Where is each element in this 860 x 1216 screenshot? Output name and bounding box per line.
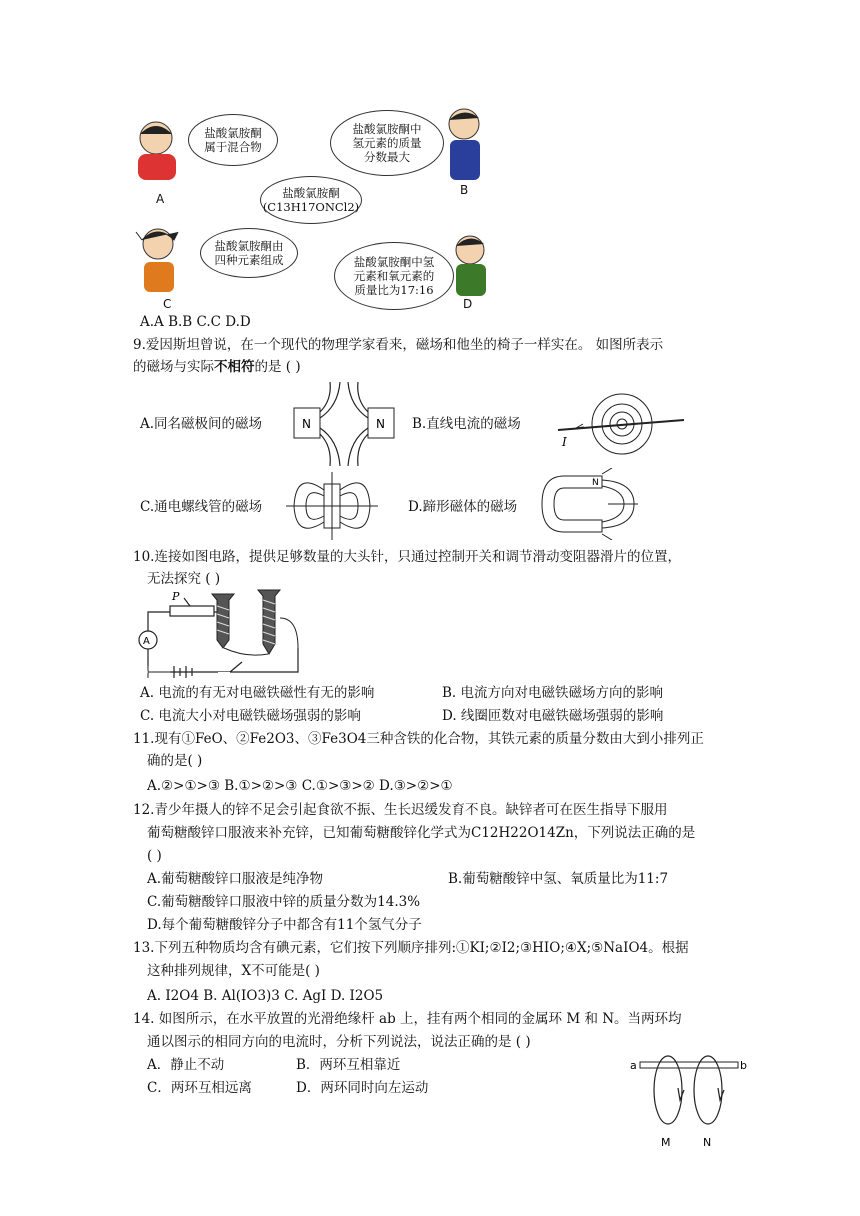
q9-option-d: D.蹄形磁体的磁场: [408, 499, 518, 515]
svg-text:N: N: [376, 417, 385, 431]
q14-stem-line1: 14. 如图所示，在水平放置的光滑绝缘杆 ab 上，挂有两个相同的金属环 M 和 N。当两环均: [133, 1011, 682, 1027]
label-a: A: [156, 192, 165, 206]
q14-option-d: D．两环同时向左运动: [296, 1080, 429, 1096]
q10-option-a: A. 电流的有无对电磁铁磁性有无的影响: [140, 685, 375, 701]
svg-text:a: a: [630, 1059, 637, 1072]
q11-stem-line2: 确的是( ): [147, 753, 203, 769]
label-d: D: [463, 297, 473, 311]
q12-option-b: B.葡萄糖酸锌中氢、氧质量比为11:7: [448, 871, 669, 887]
svg-text:M: M: [661, 1136, 671, 1149]
q10-option-d: D. 线圈匝数对电磁铁磁场强弱的影响: [442, 708, 664, 724]
q12-option-c: C.葡萄糖酸锌口服液中锌的质量分数为14.3%: [147, 894, 421, 910]
q10-stem-line2: 无法探究 ( ): [147, 571, 221, 587]
q10-option-b: B. 电流方向对电磁铁磁场方向的影响: [442, 685, 664, 701]
two-rings-rod-icon: [628, 1050, 752, 1154]
kid-c-icon: [132, 222, 192, 294]
bubble-a: 盐酸氯胺酮 属于混合物: [188, 114, 278, 166]
horseshoe-magnet-field-icon: [538, 468, 640, 540]
electromagnet-circuit-icon: [130, 588, 305, 684]
q13-stem-line1: 13.下列五种物质均含有碘元素，它们按下列顺序排列:①KI;②I2;③HIO;④X;⑤NaIO4。根据: [133, 940, 689, 956]
q13-options: A. I2O4 B. Al(IO3)3 C. AgI D. I2O5: [147, 988, 384, 1004]
q12-stem-line1: 12.青少年摄人的锌不足会引起食欲不振、生长迟缓发育不良。缺锌者可在医生指导下服用: [133, 802, 668, 818]
svg-text:N: N: [302, 417, 311, 431]
kid-d-icon: [446, 232, 494, 298]
svg-text:P: P: [172, 590, 180, 603]
bubble-b: 盐酸氯胺酮中 氢元素的质量 分数最大: [330, 110, 444, 176]
svg-text:A: A: [143, 636, 150, 647]
q10-option-c: C. 电流大小对电磁铁磁场强弱的影响: [140, 708, 361, 724]
q14-option-b: B．两环互相靠近: [296, 1057, 401, 1073]
solenoid-field-icon: [286, 470, 380, 542]
same-poles-field-icon: [292, 380, 396, 468]
svg-text:I: I: [562, 435, 567, 449]
straight-wire-field-icon: [556, 390, 686, 460]
q14-stem-line2: 通以图示的相同方向的电流时，分析下列说法，说法正确的是 ( ): [147, 1034, 531, 1050]
svg-text:N: N: [592, 478, 599, 488]
q11-options: A.②>①>③ B.①>②>③ C.①>③>② D.③>②>①: [147, 778, 453, 794]
q11-stem-line1: 11.现有①FeO、②Fe2O3、③Fe3O4三种含铁的化合物，其铁元素的质量分数由大到小排列正: [133, 731, 704, 747]
q14-option-a: A．静止不动: [147, 1057, 225, 1073]
kid-b-icon: [440, 104, 490, 182]
bubble-center: 盐酸氯胺酮 (C13H17ONCl2): [260, 176, 362, 224]
q9-option-c: C.通电螺线管的磁场: [140, 499, 263, 515]
q9-stem-line2: 的磁场与实际不相符的是 ( ): [133, 359, 301, 375]
label-c: C: [163, 297, 172, 311]
svg-text:N: N: [703, 1136, 712, 1149]
q9-stem-line1: 9.爱因斯坦曾说，在一个现代的物理学家看来，磁场和他坐的椅子一样实在。 如图所表示: [133, 337, 664, 353]
q8-options: A.A B.B C.C D.D: [140, 314, 251, 330]
q14-option-c: C．两环互相远离: [147, 1080, 252, 1096]
q13-stem-line2: 这种排列规律，X不可能是( ): [147, 963, 320, 979]
q12-stem-line3: ( ): [147, 848, 162, 864]
kid-a-icon: [128, 118, 190, 184]
label-b: B: [460, 183, 469, 197]
q12-stem-line2: 葡萄糖酸锌口服液来补充锌，已知葡萄糖酸锌化学式为C12H22O14Zn，下列说法正确的是: [147, 825, 696, 841]
q10-stem-line1: 10.连接如图电路，提供足够数量的大头针，只通过控制开关和调节滑动变阻器滑片的位置，: [133, 549, 681, 565]
svg-text:b: b: [740, 1059, 747, 1072]
q9-option-b: B.直线电流的磁场: [412, 416, 521, 432]
bubble-d: 盐酸氯胺酮中氢 元素和氧元素的 质量比为17:16: [334, 242, 454, 310]
q12-option-d: D.每个葡萄糖酸锌分子中都含有11个氢气分子: [147, 917, 422, 933]
q12-option-a: A.葡萄糖酸锌口服液是纯净物: [147, 871, 324, 887]
bubble-c: 盐酸氯胺酮由 四种元素组成: [200, 228, 298, 278]
q9-option-a: A.同名磁极间的磁场: [140, 416, 263, 432]
